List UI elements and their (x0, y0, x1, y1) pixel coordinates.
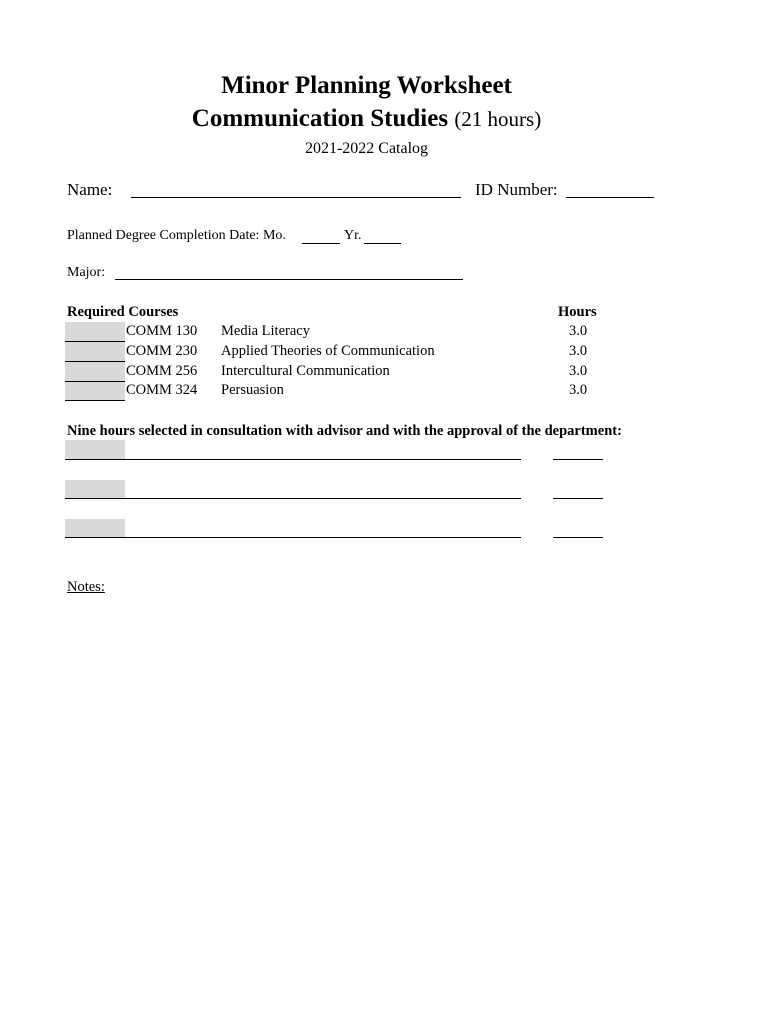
elective-course-field[interactable] (65, 537, 521, 538)
elective-grade-box[interactable] (65, 440, 125, 459)
notes-label: Notes: (67, 579, 105, 595)
course-title: Persuasion (221, 382, 284, 398)
elective-hours-field[interactable] (553, 498, 603, 499)
name-field[interactable] (131, 197, 461, 198)
course-hours: 3.0 (568, 343, 588, 359)
course-hours: 3.0 (568, 323, 588, 339)
hours-heading: Hours (558, 304, 597, 320)
course-code: COMM 130 (126, 323, 198, 339)
course-title: Media Literacy (221, 323, 310, 339)
major-field[interactable] (115, 279, 463, 280)
course-code: COMM 324 (126, 382, 198, 398)
elective-hours-field[interactable] (553, 537, 603, 538)
completion-year-field[interactable] (364, 243, 401, 244)
elective-course-field[interactable] (65, 459, 521, 460)
program-hours: (21 hours) (454, 107, 542, 131)
program-title (0, 105, 733, 133)
name-label: Name: (67, 180, 113, 199)
catalog-year: 2021-2022 Catalog (304, 140, 429, 157)
completion-month-field[interactable] (302, 243, 340, 244)
course-grade-box[interactable] (65, 362, 125, 381)
elective-grade-box[interactable] (65, 480, 125, 499)
completion-year-label: Yr. (344, 228, 362, 243)
id-number-field[interactable] (566, 197, 654, 198)
course-code: COMM 230 (126, 343, 198, 359)
course-grade-box[interactable] (65, 322, 125, 341)
elective-grade-box[interactable] (65, 519, 125, 538)
course-grade-box[interactable] (65, 382, 125, 401)
electives-heading: Nine hours selected in consultation with advisor and with the approval of the department: (67, 423, 622, 439)
elective-hours-field[interactable] (553, 459, 603, 460)
id-number-label: ID Number: (475, 180, 558, 199)
required-courses-heading: Required Courses (67, 304, 179, 320)
course-title: Applied Theories of Communication (221, 343, 435, 359)
course-hours: 3.0 (568, 363, 588, 379)
course-code: COMM 256 (126, 363, 198, 379)
course-title: Intercultural Communication (221, 363, 390, 379)
course-hours: 3.0 (568, 382, 588, 398)
elective-course-field[interactable] (65, 498, 521, 499)
major-label: Major: (67, 265, 106, 280)
completion-date-label: Planned Degree Completion Date: Mo. (67, 228, 286, 243)
course-grade-box[interactable] (65, 342, 125, 361)
course-grade-line (65, 400, 125, 401)
worksheet-title: Minor Planning Worksheet (221, 72, 512, 99)
program-name: Communication Studies (191, 105, 449, 132)
